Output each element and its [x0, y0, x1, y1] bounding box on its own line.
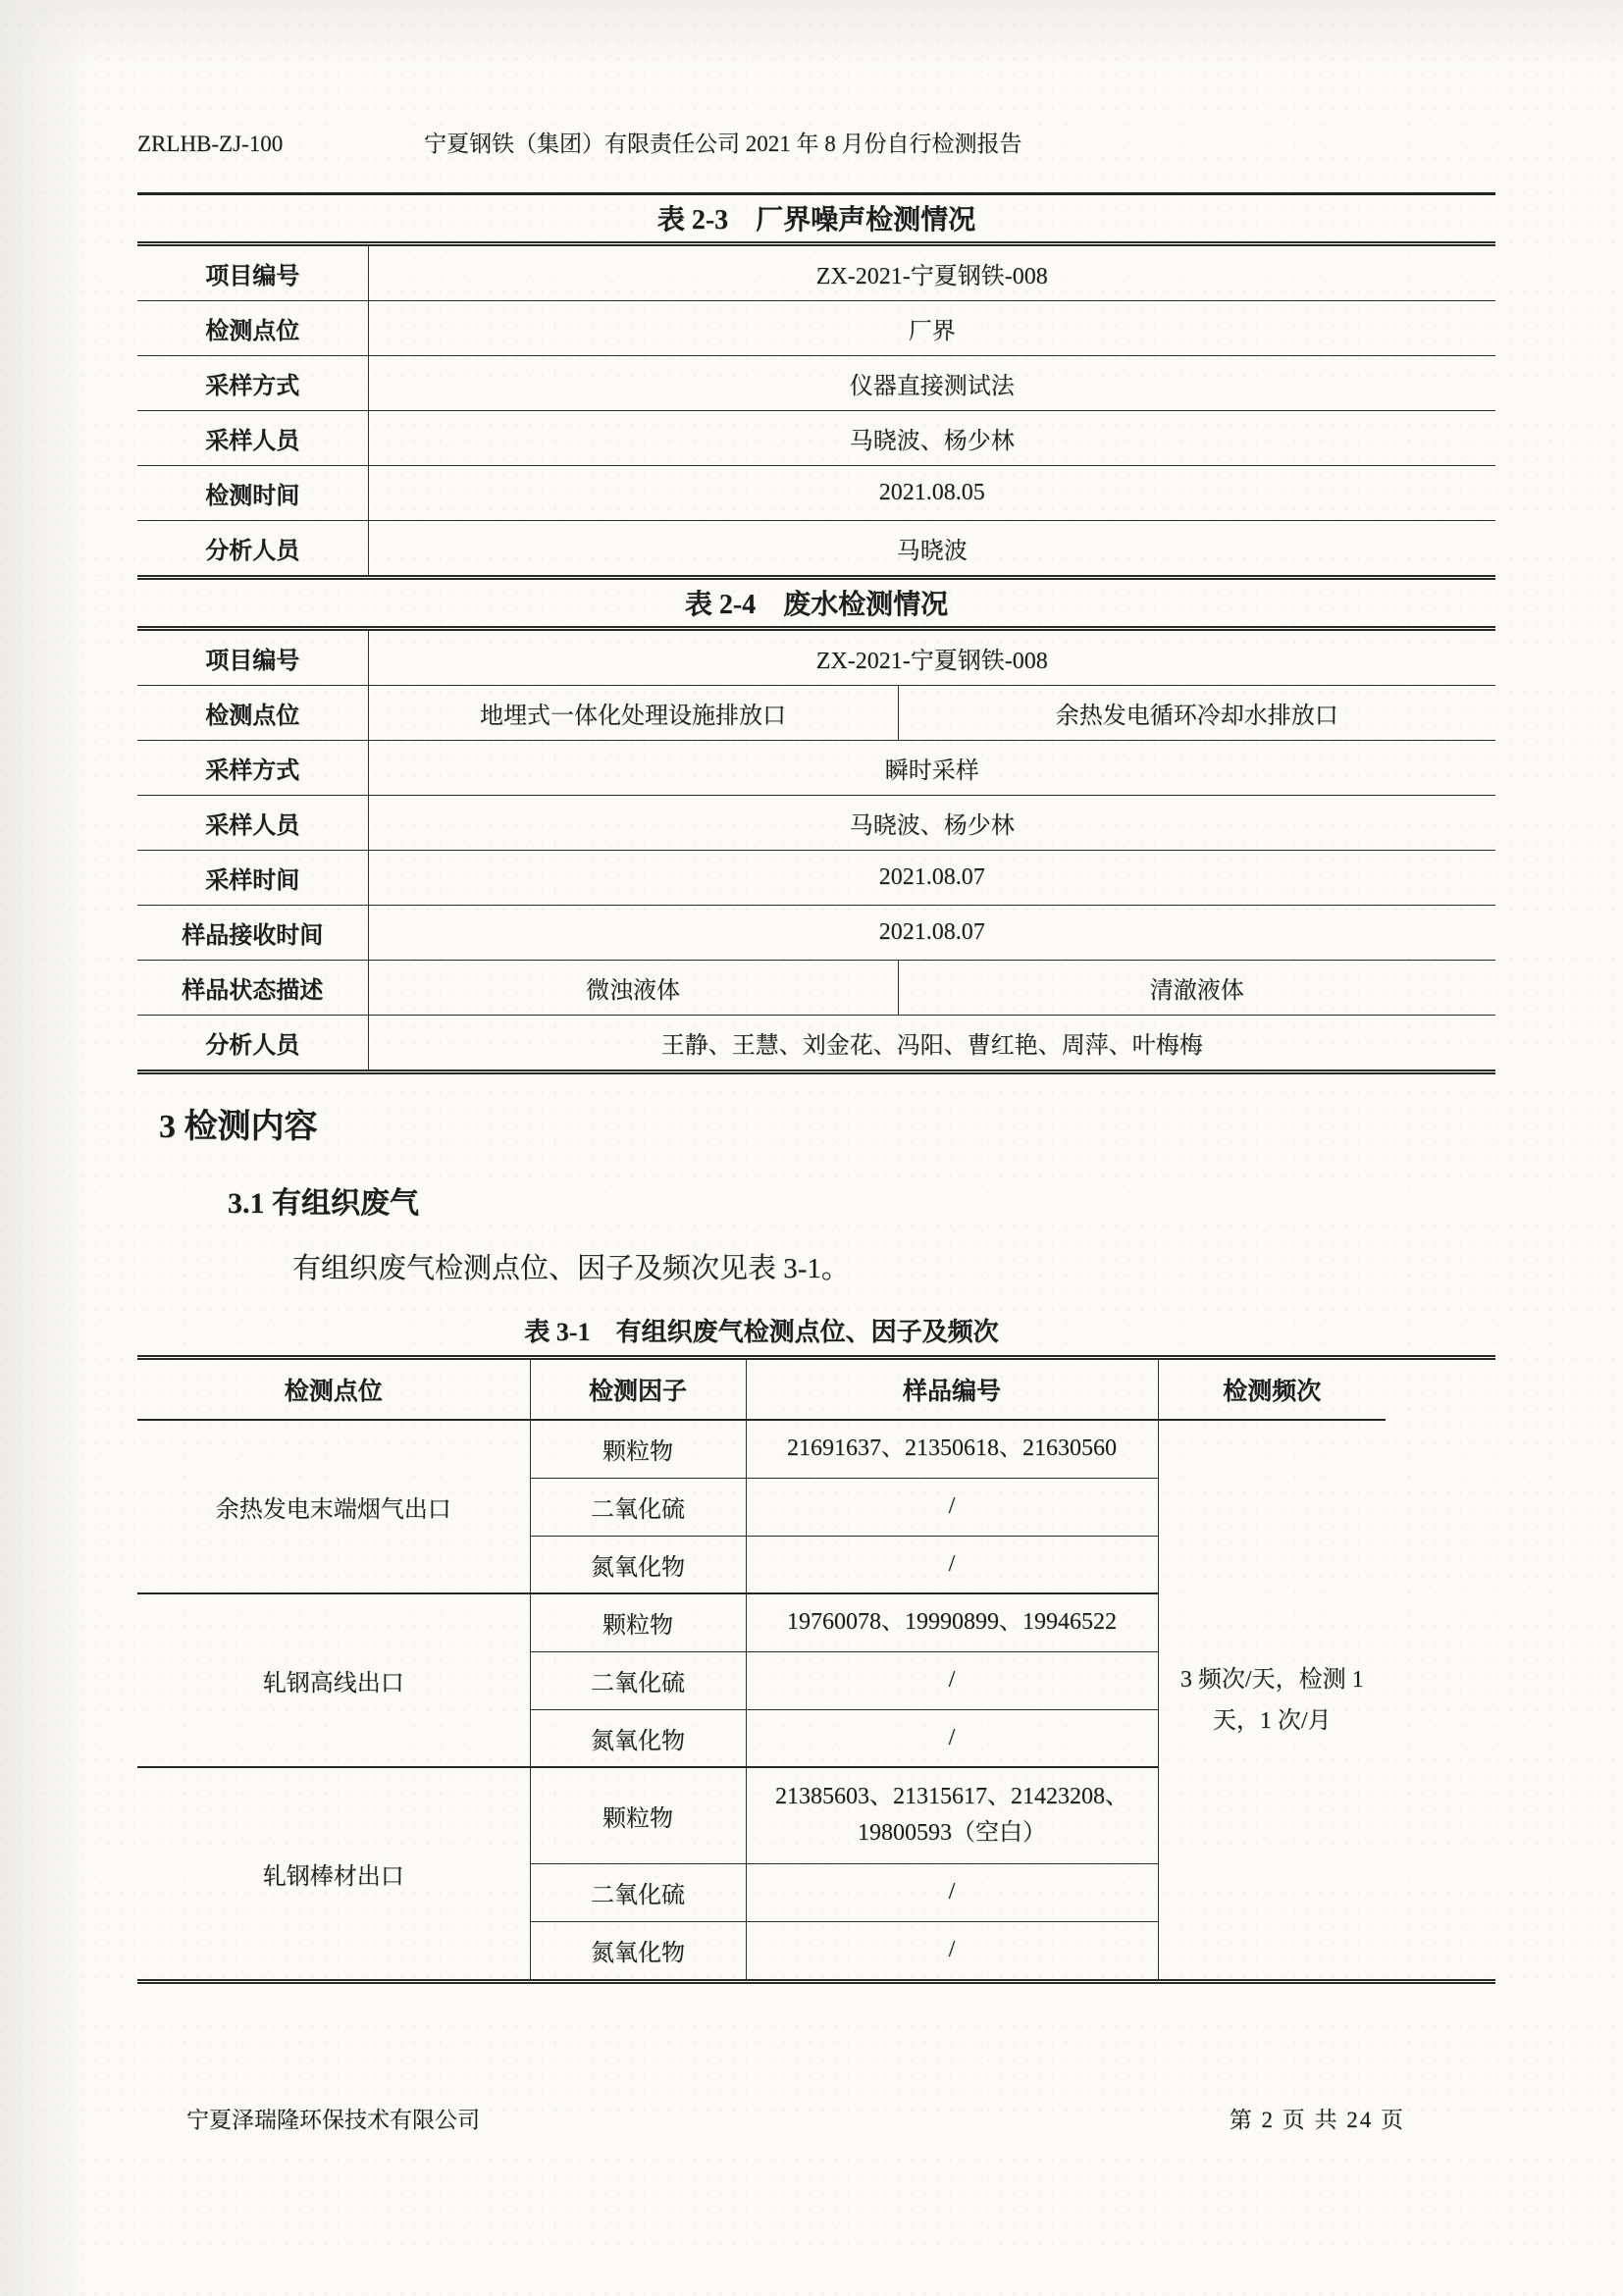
point-cell: 轧钢高线出口 [137, 1593, 530, 1767]
row-value: 仪器直接测试法 [368, 356, 1495, 411]
row-label: 采样人员 [137, 796, 368, 851]
row-label: 采样时间 [137, 851, 368, 906]
sample-cell: / [746, 1709, 1158, 1767]
row-value: 瞬时采样 [368, 741, 1495, 796]
column-header-frequency: 检测频次 [1158, 1360, 1386, 1420]
table-header-row [137, 1360, 1386, 1420]
table-row [137, 1016, 1495, 1072]
column-header-factor: 检测因子 [530, 1360, 746, 1420]
subsection-heading: 3.1 有组织废气 [228, 1187, 419, 1220]
table-row [137, 796, 1495, 851]
row-label: 采样人员 [137, 411, 368, 466]
row-label: 分析人员 [137, 1016, 368, 1072]
sample-cell: / [746, 1921, 1158, 1979]
table-row [137, 301, 1495, 356]
sample-cell: 19760078、19990899、19946522 [746, 1593, 1158, 1651]
row-value: ZX-2021-宁夏钢铁-008 [368, 244, 1495, 301]
factor-cell: 二氧化硫 [530, 1478, 746, 1536]
row-label: 分析人员 [137, 521, 368, 578]
table-row [137, 686, 1495, 741]
table-3-1-bottom-rule [137, 1979, 1495, 1984]
table-3-1-caption: 表 3-1 有组织废气检测点位、因子及频次 [524, 1318, 999, 1346]
factor-cell: 二氧化硫 [530, 1651, 746, 1709]
factor-cell: 颗粒物 [530, 1420, 746, 1478]
document-code: ZRLHB-ZJ-100 [137, 131, 284, 156]
row-value-left: 微浊液体 [368, 961, 898, 1016]
table-row [137, 1420, 1386, 1478]
row-label: 样品状态描述 [137, 961, 368, 1016]
row-value-left: 地埋式一体化处理设施排放口 [368, 686, 898, 741]
row-label: 采样方式 [137, 741, 368, 796]
factor-cell: 颗粒物 [530, 1593, 746, 1651]
table-row [137, 961, 1495, 1016]
factor-cell: 二氧化硫 [530, 1863, 746, 1921]
sample-cell: 21691637、21350618、21630560 [746, 1420, 1158, 1478]
frequency-cell: 3 频次/天，检测 1 天，1 次/月 [1179, 1666, 1364, 1734]
table-row [137, 356, 1495, 411]
row-label: 项目编号 [137, 244, 368, 301]
point-cell: 轧钢棒材出口 [137, 1767, 530, 1979]
report-title: 宁夏钢铁（集团）有限责任公司 2021 年 8 月份自行检测报告 [424, 131, 1022, 156]
section-heading: 3 检测内容 [159, 1109, 318, 1145]
row-label: 检测时间 [137, 466, 368, 521]
factor-cell: 颗粒物 [530, 1767, 746, 1863]
row-value: 2021.08.05 [368, 466, 1495, 521]
point-cell: 余热发电末端烟气出口 [137, 1420, 530, 1593]
sample-cell: / [746, 1478, 1158, 1536]
table-2-4-caption: 表 2-4 废水检测情况 [684, 590, 949, 620]
table-2-4 [137, 626, 1495, 1074]
row-value: 王静、王慧、刘金花、冯阳、曹红艳、周萍、叶梅梅 [368, 1016, 1495, 1072]
footer-company: 宁夏泽瑞隆环保技术有限公司 [186, 2108, 480, 2132]
row-value: 马晓波 [368, 521, 1495, 578]
row-value-right: 余热发电循环冷却水排放口 [898, 686, 1495, 741]
header-divider [137, 192, 1495, 195]
column-header-sample: 样品编号 [746, 1360, 1158, 1420]
sample-cell: / [746, 1651, 1158, 1709]
table-row [137, 851, 1495, 906]
row-label: 采样方式 [137, 356, 368, 411]
row-value: 马晓波、杨少林 [368, 411, 1495, 466]
table-row [137, 629, 1495, 686]
table-2-3-caption: 表 2-3 厂界噪声检测情况 [656, 205, 976, 235]
table-3-1 [137, 1360, 1386, 1979]
row-value-right: 清澈液体 [898, 961, 1495, 1016]
row-label: 检测点位 [137, 301, 368, 356]
table-row [137, 411, 1495, 466]
table-row [137, 466, 1495, 521]
factor-cell: 氮氧化物 [530, 1709, 746, 1767]
row-value: 2021.08.07 [368, 906, 1495, 961]
row-label: 样品接收时间 [137, 906, 368, 961]
row-value: 马晓波、杨少林 [368, 796, 1495, 851]
running-header [137, 126, 1495, 161]
table-row [137, 244, 1495, 301]
sample-cell: 21385603、21315617、21423208、19800593（空白） [746, 1767, 1158, 1863]
column-header-point: 检测点位 [137, 1360, 530, 1420]
page-content [137, 126, 1495, 1984]
row-value: 2021.08.07 [368, 851, 1495, 906]
row-label: 项目编号 [137, 629, 368, 686]
table-row [137, 741, 1495, 796]
table-row [137, 906, 1495, 961]
row-value: ZX-2021-宁夏钢铁-008 [368, 629, 1495, 686]
factor-cell: 氮氧化物 [530, 1536, 746, 1593]
footer-page-number: 第 2 页 共 24 页 [1229, 2108, 1405, 2132]
factor-cell: 氮氧化物 [530, 1921, 746, 1979]
page-footer [137, 2102, 1495, 2134]
sample-cell: / [746, 1536, 1158, 1593]
sample-cell: / [746, 1863, 1158, 1921]
row-value: 厂界 [368, 301, 1495, 356]
row-label: 检测点位 [137, 686, 368, 741]
table-row [137, 521, 1495, 578]
intro-paragraph: 有组织废气检测点位、因子及频次见表 3-1。 [292, 1253, 850, 1284]
table-2-3 [137, 241, 1495, 580]
